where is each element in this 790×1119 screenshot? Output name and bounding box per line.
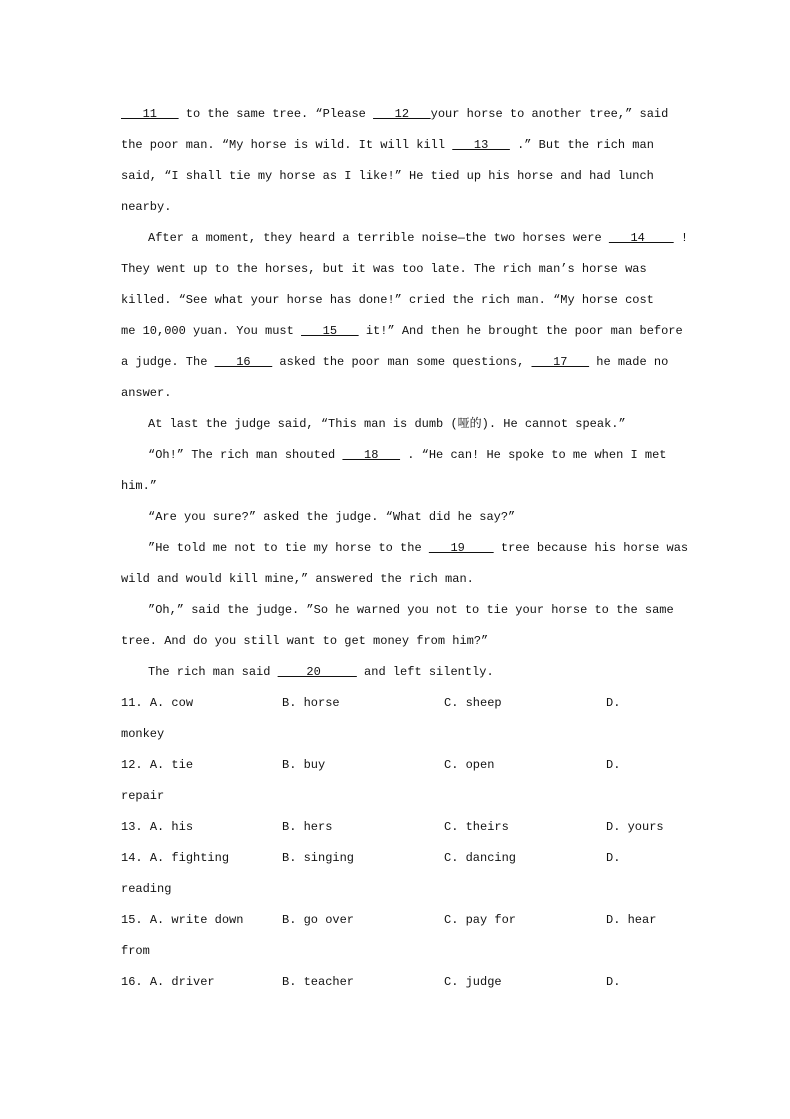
passage-text: said, “I shall tie my horse as I like!” He tied up his horse and had lunch	[121, 169, 654, 183]
passage-line	[121, 502, 681, 533]
option-d: D.	[606, 758, 621, 772]
question-15	[121, 905, 681, 936]
option-a-text: A. tie	[149, 758, 194, 772]
option-b: B. go over	[282, 913, 355, 927]
passage-line	[121, 595, 681, 626]
passage-line	[121, 316, 681, 347]
passage-line	[121, 99, 681, 130]
option-d-wrap	[121, 719, 681, 750]
option-c: C. theirs	[444, 820, 509, 834]
answer-blank: 14	[608, 231, 674, 245]
passage-line	[121, 161, 681, 192]
answer-blank: 17	[531, 355, 590, 369]
passage-line	[121, 130, 681, 161]
option-a-text: A. driver	[149, 975, 215, 989]
option-a	[121, 967, 282, 998]
option-a	[121, 905, 282, 936]
passage-text: After a moment, they heard a terrible noise—the two horses were	[148, 231, 609, 245]
passage-text: wild and would kill mine,” answered the rich man.	[121, 572, 474, 586]
passage-text: him.”	[121, 479, 158, 493]
question-number: 16.	[121, 975, 143, 989]
option-b: B. buy	[282, 758, 326, 772]
option-d-continued: from	[121, 944, 150, 958]
passage-line	[121, 192, 681, 223]
option-d-wrap	[121, 936, 681, 967]
passage-text: me 10,000 yuan. You must	[121, 324, 302, 338]
passage-line	[121, 254, 681, 285]
question-13	[121, 812, 681, 843]
question-number: 11.	[121, 696, 143, 710]
question-16	[121, 967, 681, 998]
passage-text: “Are you sure?” asked the judge. “What did he say?”	[148, 510, 516, 524]
option-c: C. pay for	[444, 913, 517, 927]
question-11	[121, 688, 681, 719]
passage-text: answer.	[121, 386, 172, 400]
option-a-text: A. write down	[149, 913, 244, 927]
passage-text: killed. “See what your horse has done!” cried the rich man. “My horse cost	[121, 293, 654, 307]
passage-line	[121, 378, 681, 409]
option-a-text: A. fighting	[149, 851, 230, 865]
option-c: C. judge	[444, 975, 502, 989]
passage-text: asked the poor man some questions,	[272, 355, 532, 369]
option-a	[121, 843, 282, 874]
passage-text: and left silently.	[356, 665, 494, 679]
option-d: D.	[606, 975, 621, 989]
passage-line	[121, 471, 681, 502]
option-b: B. hers	[282, 820, 333, 834]
passage-text: tree because his horse was	[493, 541, 689, 555]
question-14	[121, 843, 681, 874]
document-page	[121, 99, 689, 998]
passage-line	[121, 223, 689, 254]
passage-text: They went up to the horses, but it was too late. The rich man’s horse was	[121, 262, 647, 276]
passage-text: your horse to another tree,” said	[430, 107, 669, 121]
option-c: C. open	[444, 758, 495, 772]
option-c: C. sheep	[444, 696, 502, 710]
option-a-text: A. cow	[149, 696, 194, 710]
passage-text: it!” And then he brought the poor man before	[358, 324, 683, 338]
question-number: 12.	[121, 758, 143, 772]
passage-line	[121, 347, 681, 378]
passage-line	[121, 657, 681, 688]
passage-text: ”He told me not to tie my horse to the	[148, 541, 429, 555]
passage-line	[121, 409, 681, 440]
passage-text: At last the judge said, “This man is dumb (哑的). He cannot speak.”	[148, 417, 626, 431]
option-d: D.	[606, 851, 621, 865]
option-a-text: A. his	[149, 820, 194, 834]
passage-line	[121, 533, 689, 564]
passage-text: a judge. The	[121, 355, 215, 369]
answer-blank: 15	[301, 324, 359, 338]
passage-text: the poor man. “My horse is wild. It will kill	[121, 138, 453, 152]
option-a	[121, 812, 282, 843]
answer-blank: 13	[452, 138, 510, 152]
passage-text: to the same tree. “Please	[178, 107, 374, 121]
passage-line	[121, 440, 681, 471]
option-d-continued: reading	[121, 882, 172, 896]
passage-line	[121, 285, 681, 316]
passage-text: he made no	[589, 355, 669, 369]
question-number: 14.	[121, 851, 143, 865]
passage-text: tree. And do you still want to get money from him?”	[121, 634, 489, 648]
option-d: D.	[606, 696, 621, 710]
option-b: B. singing	[282, 851, 355, 865]
answer-blank: 20	[277, 665, 357, 679]
passage-text: nearby.	[121, 200, 172, 214]
passage-text: .” But the rich man	[509, 138, 654, 152]
option-d-continued: monkey	[121, 727, 165, 741]
question-number: 15.	[121, 913, 143, 927]
question-12	[121, 750, 681, 781]
question-number: 13.	[121, 820, 143, 834]
answer-blank: 12	[373, 107, 431, 121]
option-b: B. horse	[282, 696, 340, 710]
option-a	[121, 688, 282, 719]
answer-blank: 11	[121, 107, 179, 121]
answer-blank: 18	[342, 448, 401, 462]
option-d-wrap	[121, 874, 681, 905]
passage-text: The rich man said	[148, 665, 278, 679]
passage-text: !	[673, 231, 689, 245]
option-a	[121, 750, 282, 781]
answer-blank: 16	[214, 355, 273, 369]
passage-line	[121, 564, 681, 595]
passage-text: . “He can! He spoke to me when I met	[400, 448, 667, 462]
option-d-wrap	[121, 781, 681, 812]
passage-text: “Oh!” The rich man shouted	[148, 448, 343, 462]
option-d: D. hear	[606, 913, 657, 927]
passage-text: ”Oh,” said the judge. ”So he warned you not to tie your horse to the same	[148, 603, 674, 617]
option-d: D. yours	[606, 820, 664, 834]
passage-line	[121, 626, 681, 657]
option-c: C. dancing	[444, 851, 517, 865]
option-b: B. teacher	[282, 975, 355, 989]
option-d-continued: repair	[121, 789, 165, 803]
answer-blank: 19	[428, 541, 494, 555]
